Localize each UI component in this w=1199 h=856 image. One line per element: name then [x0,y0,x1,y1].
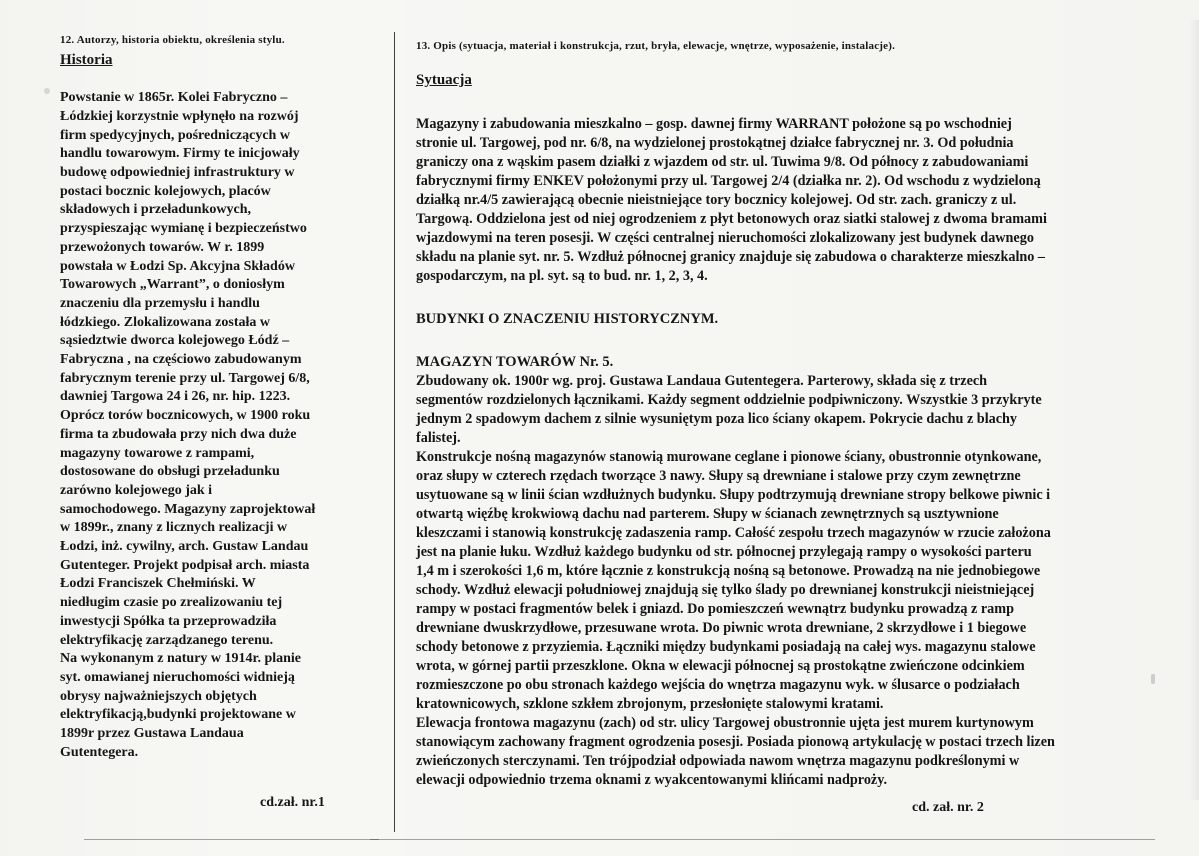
left-column-header: 12. Autorzy, historia obiektu, określenia stylu. [60,34,285,46]
scan-edge-shadow [1189,20,1199,800]
situation-title: Sytuacja [416,72,472,89]
history-body: Powstanie w 1865r. Kolei Fabryczno – Łódzkiej korzystnie wpłynęło na rozwój firm spedycyjnych, pośredniczących w handlu towarowym. Firmy te inicjowały budowę odpowiedniej infrastruktury w postaci bocznic kolejowych, placów składowych i przeładunkowych, przyspieszając wymianę i bezpieczeństwo przewożonych towarów. W r. 1899 powstała w Łodzi Sp. Akcyjna Składów Towarowych „Warrant”, o doniosłym znaczeniu dla przemysłu i handlu łódzkiego. Zlokalizowana została w sąsiedztwie dworca kolejowego Łódź – Fabryczna , na częściowo zabudowanym fabrycznym terenie przy ul. Targowej 6/8, dawniej Targowa 24 i 26, nr. hip. 1223. Oprócz torów bocznicowych, w 1900 roku firma ta zbudowała przy nich dwa duże magazyny towarowe z rampami, dostosowane do obsługi przeładunku zarówno kolejowego jak i samochodowego. Magazyny zaprojektował w 1899r., znany z licznych realizacji w Łodzi, inż. cywilny, arch. Gustaw Landau Gutenteger. Projekt podpisał arch. miasta Łodzi Franciszek Chełmiński. W niedługim czasie po zrealizowaniu tej inwestycji Spółka ta przeprowadziła elektryfikację zarządzanego terenu. Na wykonanym z natury w 1914r. planie syt. omawianej nieruchomości widnieją obrysy najważniejszych objętych elektryfikacją,budynki projektowane w 1899r przez Gustawa Landaua Gutentegera. [60,90,316,760]
scan-speck [44,88,50,94]
left-column [60,34,360,763]
left-attachment-note: cd.zał. nr.1 [260,795,325,810]
right-column [416,40,1186,790]
historic-buildings-heading: BUDYNKI O ZNACZENIU HISTORYCZNYM. [416,311,719,328]
right-attachment-note: cd. zał. nr. 2 [912,800,984,815]
warehouse-body: Zbudowany ok. 1900r wg. proj. Gustawa Landaua Gutentegera. Parterowy, składa się z trzech segmentów rozdzielonych łącznikami. Każdy segment oddzielnie podpiwniczony. Wszystkie 3 przykryte jednym 2 spadowym dachem z silnie wysuniętym poza lico ściany okapem. Pokrycie dachu z blachy falistej. Konstrukcje nośną magazynów stanowią murowane ceglane i pionowe ściany, obustronnie otynkowane, oraz słupy w czterech rzędach tworzące 3 nawy. Słupy są drewniane i stalowe przy czym zewnętrzne usytuowane są w linii ścian wzdłużnych budynku. Słupy podtrzymują drewniane stropy belkowe piwnic i otwartą więźbę krokwiową dachu nad parterem. Słupy w ścianach zewnętrznych są usztywnione kleszczami i stanowią konstrukcję zadaszenia ramp. Całość zespołu trzech magazynów w rzucie założona jest na planie łuku. Wzdłuż każdego budynku od str. północnej przylegają rampy o wysokości parteru 1,4 m i szerokości 1,6 m, które łącznie z konstrukcją nośną są betonowe. Prowadzą na nie jednobiegowe schody. Wzdłuż elewacji południowej znajdują się tylko ślady po drewnianej konstrukcji nieistniejącej rampy w postaci fragmentów belek i gniazd. Do pomieszczeń wewnątrz budynku prowadzą z ramp drewniane dwuskrzydłowe, przesuwane wrota. Do piwnic wrota drewniane, 2 skrzydłowe i 1 biegowe schody betonowe z przyziemia. Łączniki między budynkami posiadają na całej wys. magazynu stalowe wrota, w górnej partii przeszklone. Okna w elewacji północnej są prostokątne zwieńczone odcinkiem rozmieszczone po obu stronach każdego wejścia do wnętrza magazynu wyk. w ślusarce o podziałach kratownicowych, szklone szkłem zbrojonym, przesłonięte stalowymi kratami. Elewacja frontowa magazynu (zach) od str. ulicy Targowej obustronnie ujęta jest murem kurtynowym stanowiącym zachowany fragment ogrodzenia posesji. Posiada pionową artykulację w postaci trzech lizen zwieńczonych sterczynami. Ten trójpodział odpowiada nawom wnętrza magazynu podkreślonymi w elewacji odpowiednio trzema oknami z wyakcentowanymi klińcami nadproży. [416,373,1055,789]
bottom-rule-left [84,839,379,840]
situation-body: Magazyny i zabudowania mieszkalno – gosp. dawnej firmy WARRANT położone są po wschodniej stronie ul. Targowej, pod nr. 6/8, na wydzielonej prostokątnej działce fabrycznej nr. 3. Od południa graniczy ona z wąskim pasem działki z wjazdem od str. ul. Tuwima 9/8. Od północy z zabudowaniami fabrycznymi firmy ENKEV położonymi przy ul. Targowej 2/4 (działka nr. 2). Od wschodu z wydzieloną działką nr.4/5 zawierającą obecnie nieistniejące tory bocznicy kolejowej. Od str. zach. graniczy z ul. Targową. Oddzielona jest od niej ogrodzeniem z płyt betonowych oraz siatki stalowej z dwoma bramami wjazdowymi na teren posesji. W części centralnej nieruchomości zlokalizowany jest budynek dawnego składu na planie syt. nr. 5. Wzdłuż północnej granicy znajduje się zabudowa o charakterze mieszkalno – gospodarczym, na pl. syt. są to bud. nr. 1, 2, 3, 4. [416,116,1047,285]
spacer [416,286,1186,310]
right-column-header: 13. Opis (sytuacja, materiał i konstrukcja, rzut, bryła, elewacje, wnętrze, wyposażenie, instalacje). [416,40,896,52]
column-divider [394,32,395,832]
bottom-rule-right [370,839,1155,840]
warehouse-heading: MAGAZYN TOWARÓW Nr. 5. [416,354,614,371]
spacer [416,329,1186,353]
history-title: Historia [60,52,113,69]
